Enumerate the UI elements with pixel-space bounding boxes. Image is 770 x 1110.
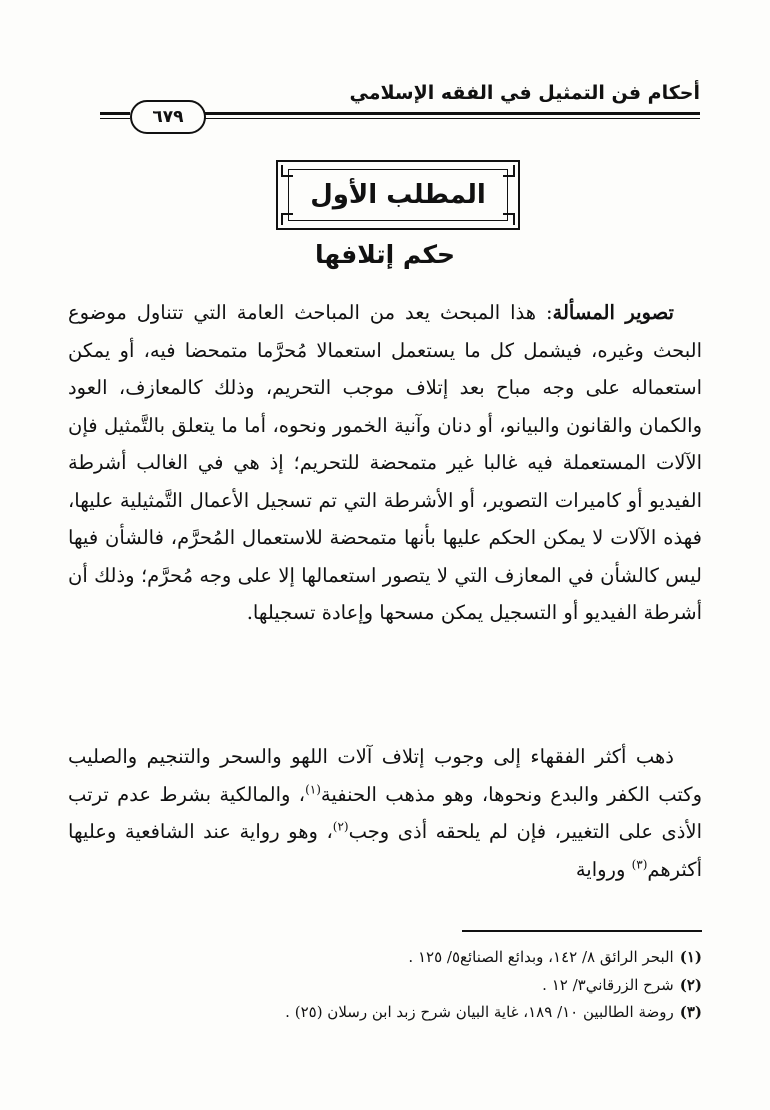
paragraph-text: ذهب أكثر الفقهاء إلى وجوب إتلاف آلات اللهو والسحر والتنجيم والصليب وكتب الكفر والبدع ونحوها، وهو مذهب الحنفية [68,745,702,806]
paragraph-text: : هذا المبحث يعد من المباحث العامة التي تتناول موضوع البحث وغيره، فيشمل كل ما يستعمل استعمالا مُحرَّما متمحضا فيه، أو يمكن استعماله على وجه مباح بعد إتلاف موجب التحريم، وذلك كالمعازف، العود والكمان والقانون والبيانو، أو دنان وآنية الخمور ونحوه، أما ما يتعلق بالتَّمثيل فإن الآلات المستعملة فيه غالبا غير متمحضة للتحريم؛ إذ هي في الغالب أشرطة الفيديو أو كاميرات التصوير، أو الأشرطة التي تم تسجيل الأعمال التَّمثيلية عليها، فهذه الآلات لا يمكن الحكم عليها بأنها متمحضة للاستعمال المُحرَّم، فالشأن فيها ليس كالشأن في المعازف التي لا يتصور استعمالها إلا على وجه مُحرَّم؛ وذلك أن أشرطة الفيديو أو التسجيل يمكن مسحها وإعادة تسجيلها. [68,301,702,624]
section-title-inner-frame [288,169,508,221]
footnote-item [68,972,702,1000]
footnote-number: (٣) [679,1003,702,1021]
footnote-number: (١) [679,948,702,966]
paragraph-text: ، وهو رواية عند الشافعية وعليها أكثرهم [68,820,702,881]
footnote-item [68,944,702,972]
page-number: ٦٧٩ [130,100,206,134]
paragraph-issue-description [68,294,702,632]
footnote-item [68,999,702,1027]
footnote-text: روضة الطالبين ١٠/ ١٨٩، غاية البيان شرح زبد ابن رسلان (٢٥) . [285,1003,674,1021]
footnote-separator [462,930,702,932]
section-subtitle: حكم إتلافها [314,240,456,269]
footnote-text: البحر الرائق ٨/ ١٤٢، وبدائع الصنائع٥/ ١٢٥ . [408,948,674,966]
running-title: أحكام فن التمثيل في الفقه الإسلامي [349,82,700,104]
header-rule [205,112,700,115]
paragraph-text: ، والمالكية بشرط عدم ترتب الأذى على التغيير، فإن لم يلحقه أذى وجب [68,782,702,843]
footnote-ref-1[interactable]: (١) [305,782,321,796]
footnote-ref-2[interactable]: (٢) [332,819,349,834]
section-title-frame [276,160,520,230]
footnote-number: (٢) [679,975,702,994]
section-title: المطلب الأول [310,180,486,210]
header-rule-thin [205,118,700,119]
header-rule-left-thin [100,118,130,119]
issue-term: تصوير المسألة [552,301,674,324]
paragraph-jurists-opinion [68,738,702,888]
footnote-text: شرح الزرقاني٣/ ١٢ . [542,975,674,994]
paragraph-text: ورواية [575,857,632,881]
footnotes [68,944,702,1027]
footnote-ref-3[interactable]: (٣) [631,857,648,871]
header-rule-left [100,112,130,115]
